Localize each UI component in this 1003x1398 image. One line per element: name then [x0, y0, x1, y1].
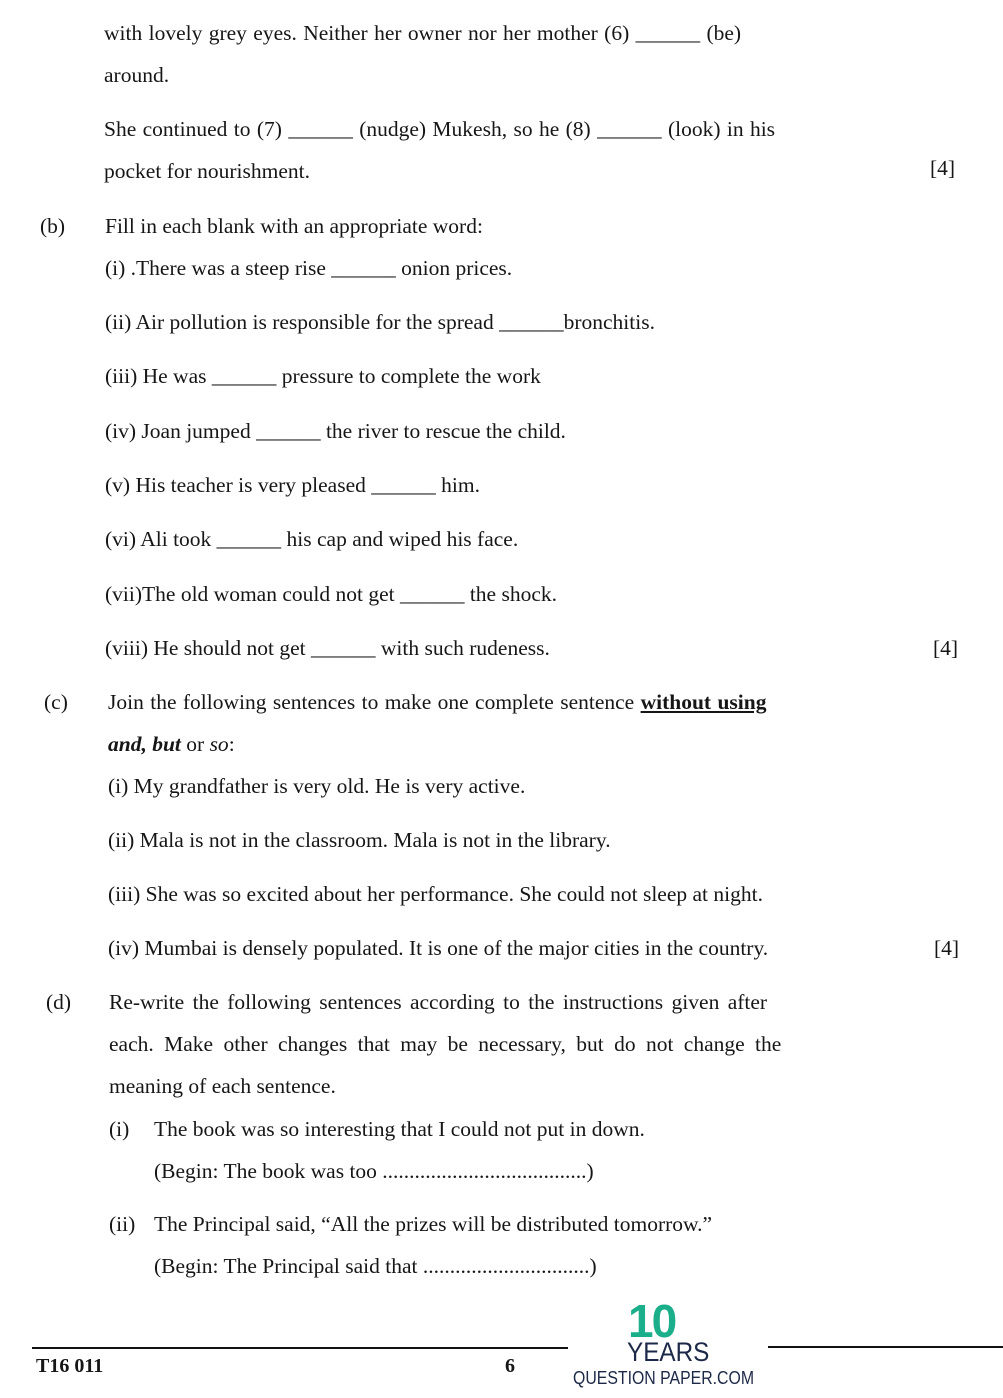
question-number: (ii): [109, 1212, 136, 1236]
text-line: with lovely grey eyes. Neither her owner nor her mother (6) ______ (be): [104, 21, 742, 45]
logo-number: 10: [628, 1295, 676, 1347]
question-item: (v) His teacher is very pleased ______ him.: [105, 473, 480, 497]
question-item: (iii) He was ______ pressure to complete the work: [105, 364, 541, 388]
page-number: 6: [505, 1355, 515, 1377]
question-item: (viii) He should not get ______ with such rudeness.: [105, 636, 550, 660]
instruction: [108, 688, 766, 716]
instruction-emphasis: without using: [640, 690, 767, 714]
logo-site: QUESTION PAPER.COM: [573, 1368, 755, 1388]
question-item: (ii) Air pollution is responsible for the spread ______bronchitis.: [105, 310, 655, 334]
instruction: each. Make other changes that may be necessary, but do not change the: [109, 1032, 782, 1056]
section-label: (d): [46, 990, 72, 1014]
instruction: meaning of each sentence.: [109, 1074, 336, 1098]
marks: [4]: [934, 936, 960, 960]
question-item: (iii) She was so excited about her performance. She could not sleep at night.: [108, 882, 763, 906]
question-item: The book was so interesting that I could not put in down.: [154, 1117, 645, 1141]
question-hint: (Begin: The book was too ......................................): [154, 1159, 594, 1183]
instruction-text: Join the following sentences to make one complete sentence: [108, 690, 641, 714]
section-label: (c): [44, 690, 68, 714]
instruction-text: :: [228, 732, 235, 756]
text-line: around.: [104, 63, 170, 87]
section-label: (b): [40, 214, 66, 238]
instruction-cont: [108, 730, 235, 758]
question-item: (iv) Joan jumped ______ the river to rescue the child.: [105, 419, 566, 443]
footer-rule: [768, 1346, 1003, 1348]
text-line: She continued to (7) ______ (nudge) Mukesh, so he (8) ______ (look) in his: [104, 117, 776, 141]
marks: [4]: [930, 156, 956, 180]
question-item: (ii) Mala is not in the classroom. Mala is not in the library.: [108, 828, 611, 852]
question-hint: (Begin: The Principal said that ...............................): [154, 1254, 597, 1278]
question-item: (iv) Mumbai is densely populated. It is one of the major cities in the country.: [108, 936, 769, 960]
footer-rule: [32, 1347, 568, 1349]
marks: [4]: [933, 636, 959, 660]
question-item: The Principal said, “All the prizes will be distributed tomorrow.”: [154, 1212, 713, 1236]
question-item: (i) .There was a steep rise ______ onion prices.: [105, 256, 513, 280]
instruction: Re-write the following sentences according to the instructions given after: [109, 990, 768, 1014]
question-item: (i) My grandfather is very old. He is very active.: [108, 774, 526, 798]
logo-years: YEARS: [627, 1337, 710, 1367]
question-number: (i): [109, 1117, 130, 1141]
instruction: Fill in each blank with an appropriate word:: [105, 214, 483, 238]
question-item: (vii)The old woman could not get ______ the shock.: [105, 582, 558, 606]
instruction-emphasis: and, but: [108, 732, 181, 756]
question-item: (vi) Ali took ______ his cap and wiped his face.: [105, 527, 519, 551]
paper-code: T16 011: [36, 1355, 104, 1377]
instruction-text: so: [209, 732, 229, 756]
instruction-text: or: [180, 732, 210, 756]
text-line: pocket for nourishment.: [104, 159, 310, 183]
